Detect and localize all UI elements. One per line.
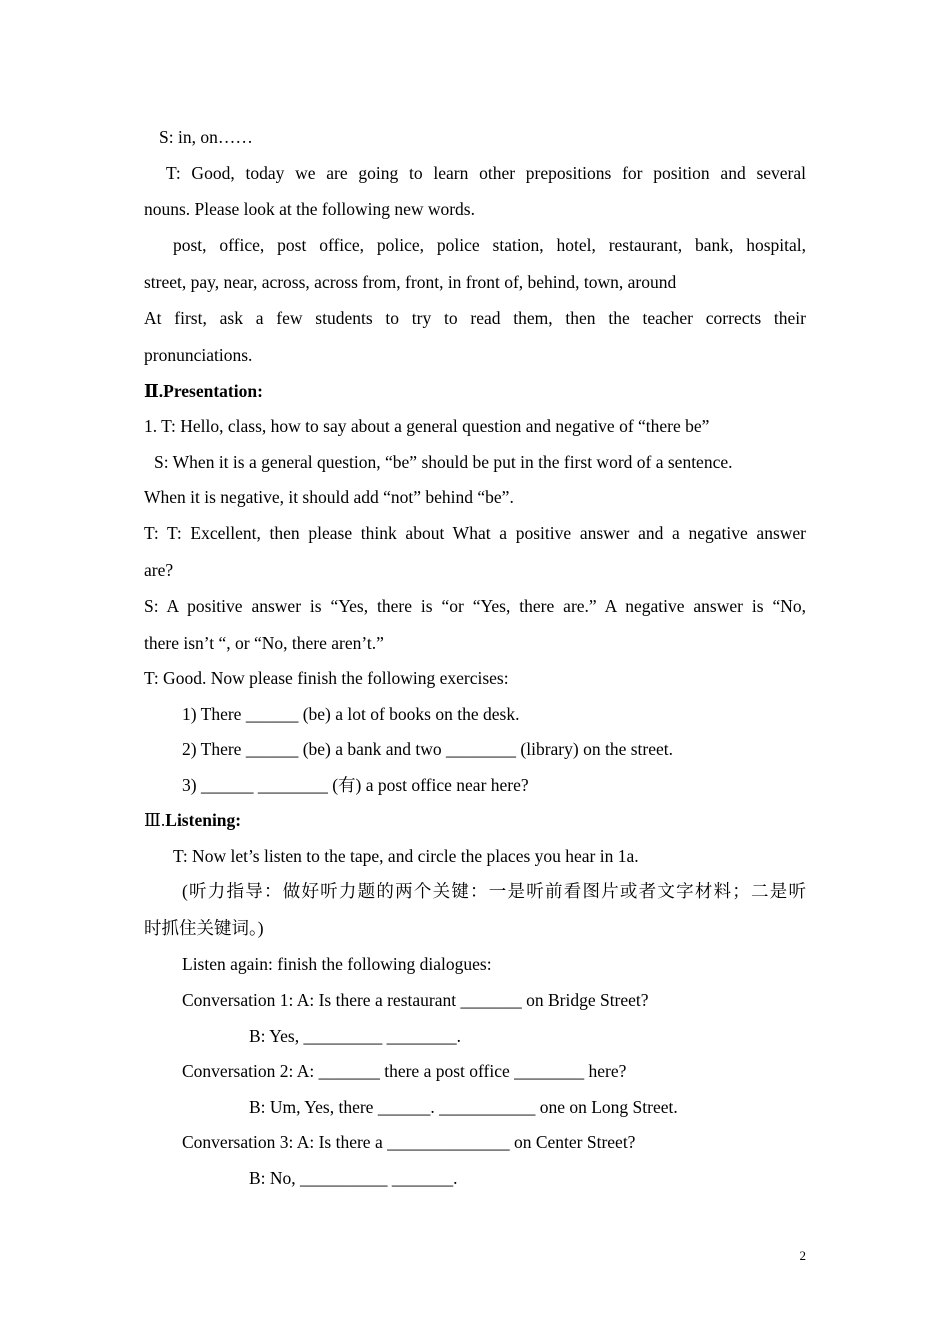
conversation-2-b: B: Um, Yes, there ______. ___________ one on Long Street. bbox=[249, 1097, 678, 1117]
section-heading-listening bbox=[144, 808, 241, 832]
conversation-1-a: Conversation 1: A: Is there a restaurant _______ on Bridge Street? bbox=[182, 990, 649, 1010]
student-reply-line: S: in, on…… bbox=[159, 127, 253, 147]
presentation-line-2: S: When it is a general question, “be” should be put in the first word of a sentence. bbox=[154, 452, 733, 472]
instruction-line-1: At first, ask a few students to try to read them, then the teacher corrects their bbox=[144, 308, 806, 328]
vocabulary-line-1: post, office, post office, police, police station, hotel, restaurant, bank, hospital, bbox=[173, 235, 806, 255]
presentation-line-1: 1. T: Hello, class, how to say about a general question and negative of “there be” bbox=[144, 416, 710, 436]
exercise-item-3: 3) ______ ________ (有) a post office near here? bbox=[182, 775, 529, 795]
listening-guide-line-1: (听力指导：做好听力题的两个关键：一是听前看图片或者文字材料；二是听 bbox=[182, 881, 806, 901]
listening-line-1: T: Now let’s listen to the tape, and circle the places you hear in 1a. bbox=[173, 846, 639, 866]
section-number: Ⅲ. bbox=[144, 810, 166, 830]
instruction-line-2: pronunciations. bbox=[144, 345, 253, 365]
presentation-line-7: there isn’t “, or “No, there aren’t.” bbox=[144, 633, 384, 653]
presentation-line-3: When it is negative, it should add “not” behind “be”. bbox=[144, 487, 514, 507]
exercise-item-1: 1) There ______ (be) a lot of books on the desk. bbox=[182, 704, 520, 724]
page-number: 2 bbox=[799, 1248, 806, 1263]
presentation-line-4: T: T: Excellent, then please think about What a positive answer and a negative answer bbox=[144, 523, 806, 543]
exercise-item-2: 2) There ______ (be) a bank and two ________ (library) on the street. bbox=[182, 739, 673, 759]
teacher-intro-line: T: Good, today we are going to learn other prepositions for position and several bbox=[166, 163, 806, 183]
conversation-3-b: B: No, __________ _______. bbox=[249, 1168, 458, 1188]
teacher-intro-line-2: nouns. Please look at the following new words. bbox=[144, 199, 475, 219]
section-title: Listening: bbox=[165, 810, 242, 830]
listening-line-2: Listen again: finish the following dialogues: bbox=[182, 954, 492, 974]
conversation-1-b: B: Yes, _________ ________. bbox=[249, 1026, 461, 1046]
presentation-line-6: S: A positive answer is “Yes, there is “or “Yes, there are.” A negative answer is “No, bbox=[144, 596, 806, 616]
section-number: Ⅱ. bbox=[144, 381, 164, 401]
presentation-line-5: are? bbox=[144, 560, 174, 580]
conversation-3-a: Conversation 3: A: Is there a ______________ on Center Street? bbox=[182, 1132, 636, 1152]
presentation-line-8: T: Good. Now please finish the following exercises: bbox=[144, 668, 509, 688]
section-heading-presentation bbox=[144, 379, 263, 403]
listening-guide-line-2: 时抓住关键词。) bbox=[144, 918, 264, 938]
section-title: Presentation: bbox=[163, 381, 263, 401]
conversation-2-a: Conversation 2: A: _______ there a post office ________ here? bbox=[182, 1061, 627, 1081]
vocabulary-line-2: street, pay, near, across, across from, front, in front of, behind, town, around bbox=[144, 272, 677, 292]
